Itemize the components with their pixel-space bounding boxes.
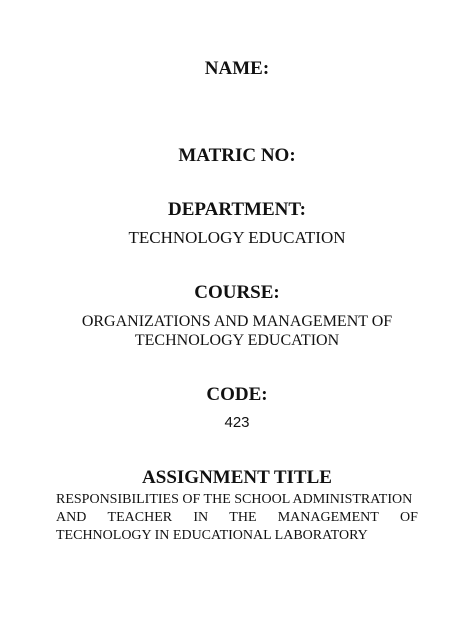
assignment-title-line-2 — [56, 509, 418, 527]
assignment-title-word: TEACHER — [107, 510, 173, 525]
assignment-title-word: MANAGEMENT — [277, 510, 379, 525]
code-value: 423 — [224, 414, 250, 431]
course-value-line-1: ORGANIZATIONS AND MANAGEMENT OF — [81, 313, 393, 330]
course-value-line-2: TECHNOLOGY EDUCATION — [134, 332, 340, 349]
assignment-title-label: ASSIGNMENT TITLE — [142, 467, 332, 488]
course-label: COURSE: — [194, 282, 280, 303]
name-label: NAME: — [204, 58, 270, 79]
assignment-title-word: OF — [400, 510, 418, 525]
matric-no-label: MATRIC NO: — [178, 145, 296, 166]
assignment-title-line-3: TECHNOLOGY IN EDUCATIONAL LABORATORY — [56, 528, 368, 543]
code-label: CODE: — [206, 384, 268, 405]
assignment-title-word: IN — [193, 510, 209, 525]
department-label: DEPARTMENT: — [168, 199, 306, 220]
department-value: TECHNOLOGY EDUCATION — [128, 228, 346, 247]
assignment-title-word: THE — [229, 510, 257, 525]
assignment-title-line-1: RESPONSIBILITIES OF THE SCHOOL ADMINISTRATION — [56, 492, 413, 507]
assignment-title-word: AND — [56, 510, 87, 525]
